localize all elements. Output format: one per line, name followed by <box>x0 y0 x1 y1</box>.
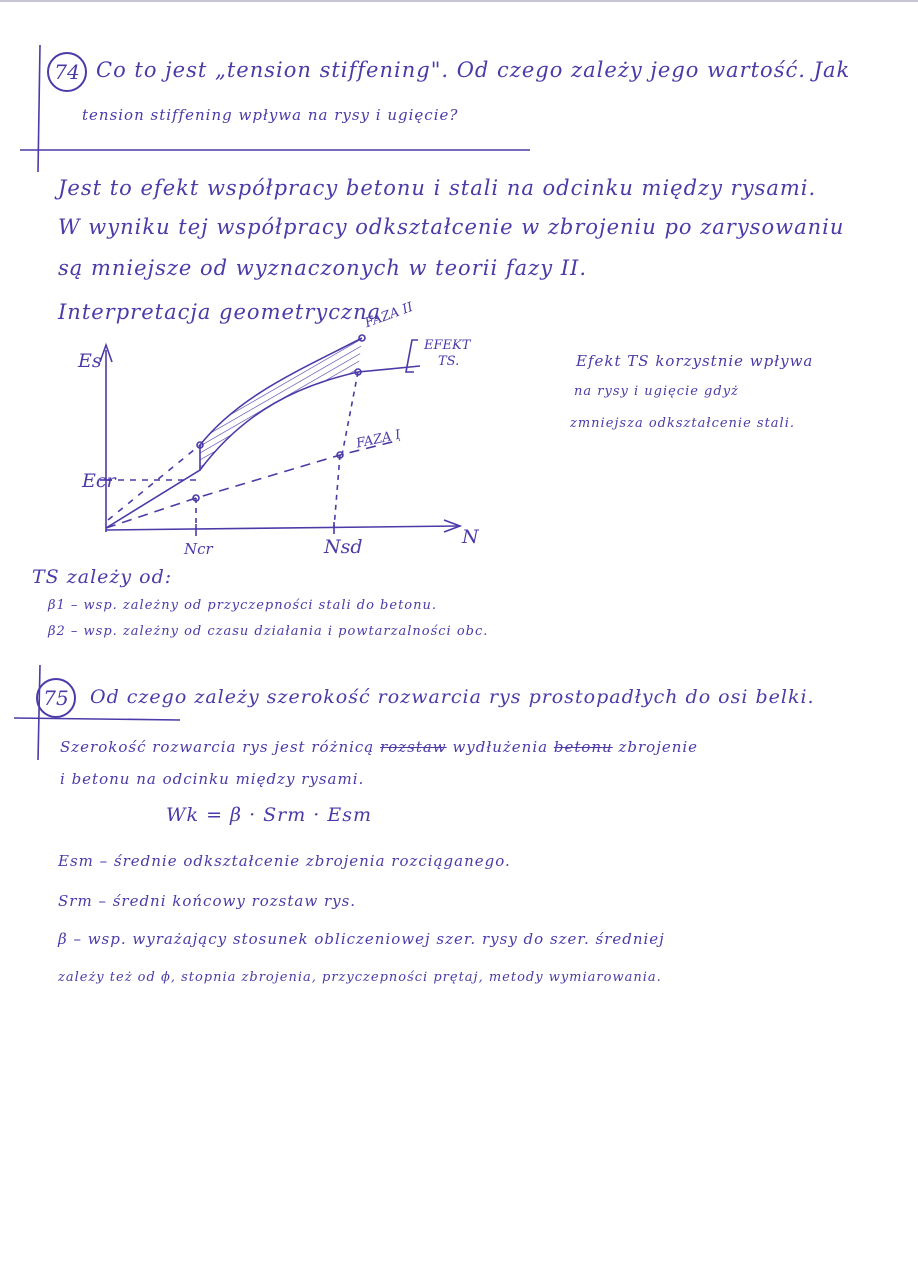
q75-formula: Wk = β · Srm · Esm <box>166 804 373 826</box>
origin-dashed <box>108 445 200 520</box>
q75-def-beta-line1: β – wsp. wyrażający stosunek obliczeniowej szer. rysy do szer. średniej <box>58 930 665 948</box>
q74-answer-line3: są mniejsze od wyznaczonych w teorii fazy II. <box>58 256 588 280</box>
nsd-dashed-lower <box>334 455 340 528</box>
q74-interpretation-heading: Interpretacja geometryczna <box>58 300 382 324</box>
beta1-line: β1 – wsp. zależny od przyczepności stali do betonu. <box>48 598 437 613</box>
x-axis-line <box>106 526 458 530</box>
effect-note-line1: Efekt TS korzystnie wpływa <box>576 352 814 370</box>
x-axis-label: N <box>462 526 479 548</box>
faza2-label: FAZA II <box>362 299 416 332</box>
x-tick1-label: Ncr <box>184 540 213 558</box>
q75-answer-line1-post: zbrojenie <box>618 738 699 756</box>
q74-question-line2: tension stiffening wpływa na rysy i ugięcie? <box>82 106 459 124</box>
q75-def-esm: Esm – średnie odkształcenie zbrojenia rozciąganego. <box>58 852 511 870</box>
q75-struck-word1: rozstaw <box>380 738 447 756</box>
effect-note-line2: na rysy i ugięcie gdyż <box>574 384 739 399</box>
ts-depends-heading: TS zależy od: <box>32 566 173 588</box>
ts-hatched-area <box>200 338 362 470</box>
effect-note-line3: zmniejsza odkształcenie stali. <box>570 416 795 431</box>
y-tick-label: Ecr <box>82 470 116 492</box>
q74-question-line1: Co to jest „tension stiffening". Od czego zależy jego wartość. Jak <box>96 58 851 82</box>
bracket-label-line1: EFEKT <box>424 338 471 353</box>
q75-def-srm: Srm – średni końcowy rozstaw rys. <box>58 892 357 910</box>
q75-answer-line1 <box>60 738 698 756</box>
q75-number-circle <box>36 678 76 718</box>
q75-def-beta-line2: zależy też od ϕ, stopnia zbrojenia, przyczepności prętaj, metody wymiarowania. <box>58 970 662 985</box>
q75-answer-line2: i betonu na odcinku między rysami. <box>60 770 365 788</box>
q75-number: 75 <box>43 686 69 710</box>
faza-1-line <box>106 440 400 528</box>
q75-answer-line1-pre: Szerokość rozwarcia rys jest różnicą <box>60 738 375 756</box>
q74-answer-line2: W wyniku tej współpracy odkształcenie w zbrojeniu po zarysowaniu <box>58 215 845 239</box>
bracket-label-line2: TS. <box>438 354 460 369</box>
beta2-line: β2 – wsp. zależny od czasu działania i powtarzalności obc. <box>48 624 489 639</box>
faza1-label: FAZA I <box>354 427 403 452</box>
q75-struck-word2: betonu <box>553 738 613 756</box>
q75-question: Od czego zależy szerokość rozwarcia rys prostopadłych do osi belki. <box>90 686 815 708</box>
x-tick2-label: Nsd <box>324 536 363 558</box>
y-axis-label: Es <box>78 350 102 372</box>
q74-answer-line1: Jest to efekt współpracy betonu i stali na odcinku między rysami. <box>58 176 817 200</box>
q74-number: 74 <box>54 60 80 84</box>
q75-answer-line1-mid: wydłużenia <box>452 738 549 756</box>
